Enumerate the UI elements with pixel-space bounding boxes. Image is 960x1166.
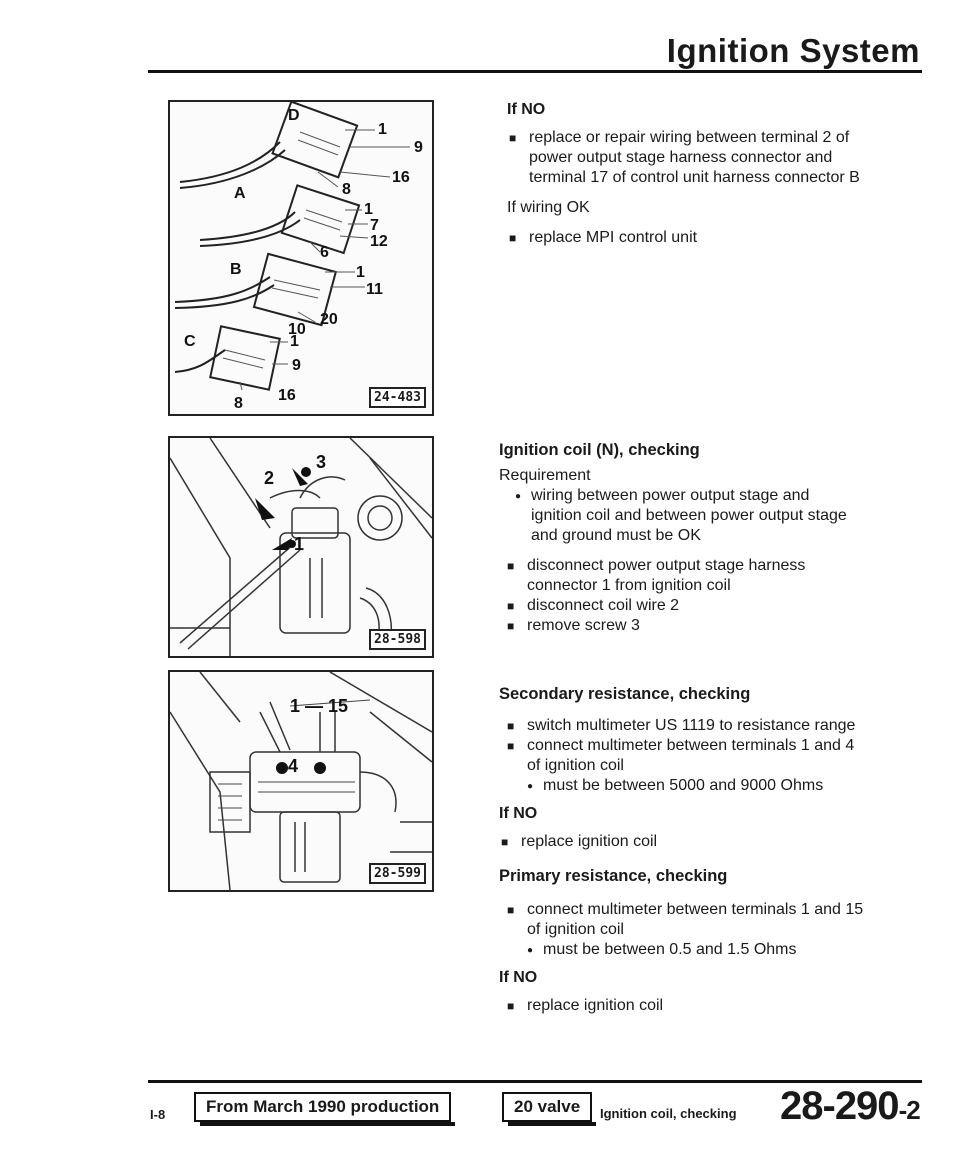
coil-terminals-drawing	[170, 672, 432, 890]
footer-valve-box: 20 valve	[502, 1092, 592, 1122]
s3-bullet-2-line-1: ■ connect multimeter between terminals 1 and 4	[527, 736, 854, 756]
footer-number-main: 28-290	[780, 1084, 899, 1128]
fig1-label-c: C	[184, 333, 196, 350]
s1-bullet-1-line-2: power output stage harness connector and	[529, 149, 833, 166]
page-header-title: Ignition System	[666, 32, 920, 69]
fig2-label-2: 2	[264, 468, 275, 488]
s1-bullet-1-line-3: terminal 17 of control unit harness connector B	[529, 169, 860, 186]
fig1-label-6: 6	[320, 244, 329, 261]
fig2-label-1: 1	[294, 534, 305, 554]
fig1-label-8b: 8	[234, 395, 243, 412]
fig1-label-1d: 1	[290, 333, 299, 350]
s3-bullet-3: ■ replace ignition coil	[521, 832, 657, 852]
footer-number-suffix: -2	[898, 1095, 920, 1125]
fig1-label-d: D	[288, 107, 300, 124]
fig1-label-16b: 16	[278, 387, 296, 404]
s4-requirement: ● must be between 0.5 and 1.5 Ohms	[543, 940, 796, 960]
footer-rule	[148, 1080, 922, 1083]
fig1-label-16a: 16	[392, 169, 410, 186]
s2-bullet-1-line-1: ■ disconnect power output stage harness	[527, 556, 805, 576]
s4-bullet-2: ■ replace ignition coil	[527, 996, 663, 1016]
connectors-drawing	[170, 102, 432, 414]
s2-requirement-line-3: and ground must be OK	[531, 527, 701, 544]
fig1-label-7: 7	[370, 217, 379, 234]
s1-bullet-2: ■ replace MPI control unit	[529, 228, 697, 248]
fig1-label-a: A	[234, 185, 246, 202]
fig1-label-b: B	[230, 261, 242, 278]
fig1-label-1b: 1	[364, 201, 373, 218]
fig3-label-4: 4	[288, 756, 299, 776]
instructions-column	[497, 0, 927, 1080]
fig1-label-1a: 1	[378, 121, 387, 138]
figure-coil-terminals	[168, 670, 434, 892]
fig1-label-11: 11	[366, 281, 383, 298]
section-ignition-coil-heading: Ignition coil (N), checking	[499, 441, 700, 459]
fig1-label-20: 20	[320, 311, 338, 328]
if-no-1: If NO	[507, 101, 546, 118]
fig2-label-3: 3	[316, 452, 327, 472]
figure-tag: 24-483	[369, 387, 426, 408]
if-no-4: If NO	[499, 969, 538, 986]
requirement-label: Requirement	[499, 467, 591, 484]
fig1-label-1c: 1	[356, 264, 365, 281]
coil-removal-drawing	[170, 438, 432, 656]
figure-tag: 28-599	[369, 863, 426, 884]
s2-bullet-3: ■ remove screw 3	[527, 616, 640, 636]
fig1-label-9b: 9	[292, 357, 301, 374]
section-secondary-resistance-heading: Secondary resistance, checking	[499, 685, 751, 703]
footer-section-title: Ignition coil, checking	[600, 1106, 737, 1121]
fig1-label-9a: 9	[414, 139, 423, 156]
if-wiring-ok: If wiring OK	[507, 199, 590, 216]
s2-bullet-2: ■ disconnect coil wire 2	[527, 596, 679, 616]
footer-production-box: From March 1990 production	[194, 1092, 451, 1122]
s2-requirement-line-2: ignition coil and between power output stage	[531, 507, 847, 524]
s3-requirement: ● must be between 5000 and 9000 Ohms	[543, 776, 823, 796]
footer-repair-group-number	[780, 1084, 920, 1129]
fig1-label-12: 12	[370, 233, 388, 250]
fig1-label-10: 10	[288, 321, 306, 338]
figure-coil-removal	[168, 436, 434, 658]
fig1-label-8a: 8	[342, 181, 351, 198]
footer-page-number: I-8	[150, 1107, 166, 1122]
s3-bullet-2-line-2: of ignition coil	[527, 757, 624, 774]
if-no-3: If NO	[499, 805, 538, 822]
s4-bullet-1-line-1: ■ connect multimeter between terminals 1 and 15	[527, 900, 863, 920]
figure-tag: 28-598	[369, 629, 426, 650]
s2-bullet-1-line-2: connector 1 from ignition coil	[527, 577, 731, 594]
s1-bullet-1-line-1: ■ replace or repair wiring between terminal 2 of	[529, 128, 849, 148]
s4-bullet-1-line-2: of ignition coil	[527, 921, 624, 938]
figure-connectors	[168, 100, 434, 416]
s2-requirement-line-1: ● wiring between power output stage and	[531, 486, 809, 506]
fig3-label-1-15: 1 — 15	[290, 696, 349, 716]
section-primary-resistance-heading: Primary resistance, checking	[499, 867, 728, 885]
s3-bullet-1: ■ switch multimeter US 1119 to resistance range	[527, 716, 855, 736]
